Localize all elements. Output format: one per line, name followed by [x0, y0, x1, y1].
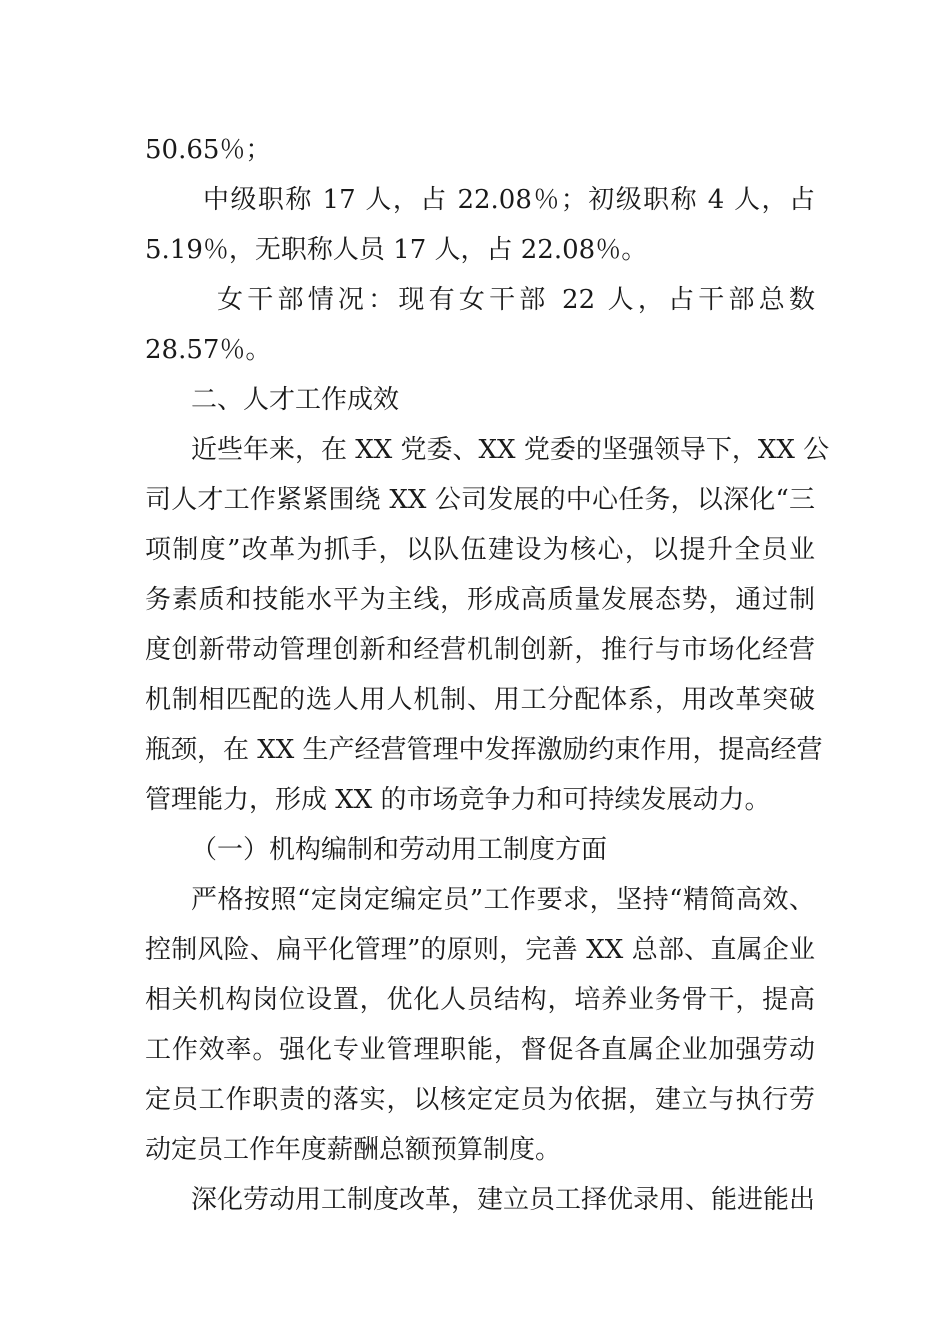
text-line-19: 工作效率。强化专业管理职能，督促各直属企业加强劳动 — [145, 1035, 815, 1065]
section-heading: 二、人才工作成效 — [191, 385, 400, 415]
text-line-9: 项制度”改革为抓手，以队伍建设为核心，以提升全员业 — [145, 535, 815, 565]
text-line-2: 中级职称 17 人，占 22.08％；初级职称 4 人，占 — [203, 185, 815, 215]
text-line-11: 度创新带动管理创新和经营机制创新，推行与市场化经营 — [145, 635, 815, 665]
text-line-17: 控制风险、扁平化管理”的原则，完善 XX 总部、直属企业 — [145, 935, 815, 965]
text-line-14: 管理能力，形成 XX 的市场竞争力和可持续发展动力。 — [145, 785, 771, 815]
text-line-7: 近些年来，在 XX 党委、XX 党委的坚强领导下，XX 公 — [191, 435, 830, 465]
text-line-16: 严格按照“定岗定编定员”工作要求，坚持“精简高效、 — [191, 885, 815, 915]
text-line-3: 5.19％，无职称人员 17 人，占 22.08％。 — [145, 235, 648, 265]
subsection-heading: （一）机构编制和劳动用工制度方面 — [191, 835, 608, 865]
text-line-4: 女干部情况：现有女干部 22 人，占干部总数 — [217, 285, 815, 315]
text-line-13: 瓶颈，在 XX 生产经营管理中发挥激励约束作用，提高经营 — [145, 735, 823, 765]
text-line-12: 机制相匹配的选人用人机制、用工分配体系，用改革突破 — [145, 685, 815, 715]
text-line-20: 定员工作职责的落实，以核定定员为依据，建立与执行劳 — [145, 1085, 815, 1115]
text-line-10: 务素质和技能水平为主线，形成高质量发展态势，通过制 — [145, 585, 815, 615]
text-line-18: 相关机构岗位设置，优化人员结构，培养业务骨干，提高 — [145, 985, 815, 1015]
text-line-22: 深化劳动用工制度改革，建立员工择优录用、能进能出 — [191, 1185, 816, 1215]
text-line-8: 司人才工作紧紧围绕 XX 公司发展的中心任务，以深化“三 — [145, 485, 815, 515]
text-line-5: 28.57％。 — [145, 335, 272, 365]
text-line-21: 动定员工作年度薪酬总额预算制度。 — [145, 1135, 562, 1165]
text-line-1: 50.65％； — [145, 135, 272, 165]
